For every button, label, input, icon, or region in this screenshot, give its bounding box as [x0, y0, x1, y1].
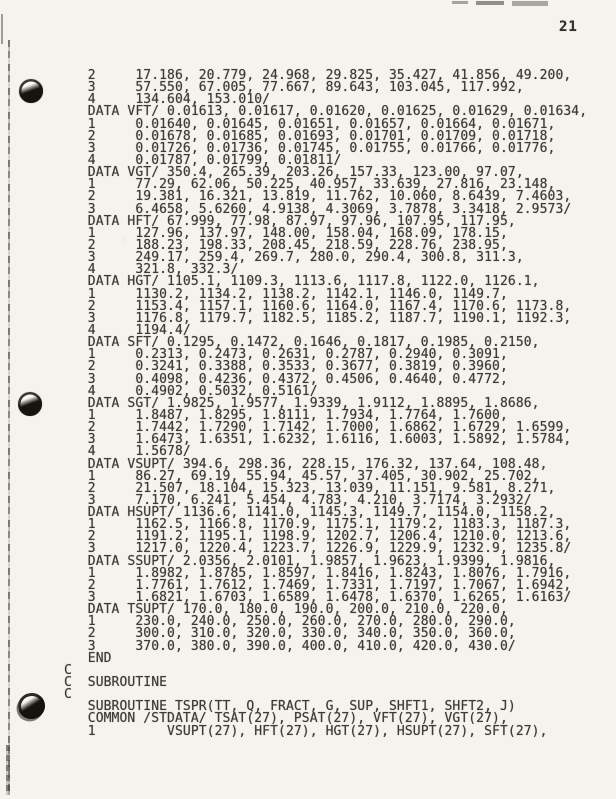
code-line: DATA HFT/ 67.999, 77.98, 87.97, 97.96, 107.95, 117.95, — [64, 213, 516, 229]
page-edge-line-bottom — [6, 745, 10, 795]
fortran-code-listing — [64, 70, 612, 738]
code-line: 4 321.8, 332.3/ — [64, 262, 239, 278]
page-edge-mark — [1, 14, 3, 44]
code-line: 2 1191.2, 1195.1, 1198.9, 1202.7, 1206.4, 1210.0, 1213.6, — [64, 529, 572, 545]
code-line: 2 188.23, 198.33, 208.45, 218.59, 228.76, 238.95, — [64, 237, 508, 253]
binder-hole-icon — [18, 392, 42, 416]
code-line: 3 1.6473, 1.6351, 1.6232, 1.6116, 1.6003, 1.5892, 1.5784, — [64, 432, 572, 448]
code-line: DATA SGT/ 1.9825, 1.9577, 1.9339, 1.9112, 1.8895, 1.8686, — [64, 395, 540, 411]
scan-artifact-mark — [452, 1, 468, 4]
scan-artifact-mark — [476, 1, 504, 5]
code-line: 3 1176.8, 1179.7, 1182.5, 1185.2, 1187.7, 1190.1, 1192.3, — [64, 310, 572, 326]
code-line: 1 VSUPT(27), HFT(27), HGT(27), HSUPT(27), SFT(27), — [64, 723, 548, 739]
code-line: 2 300.0, 310.0, 320.0, 330.0, 340.0, 350.0, 360.0, — [64, 626, 516, 642]
page-number: 21 — [559, 19, 578, 35]
code-line: END — [64, 650, 112, 666]
code-line: 2 0.3241, 0.3388, 0.3533, 0.3677, 0.3819, 0.3960, — [64, 359, 508, 375]
code-line: 4 0.01787, 0.01799, 0.01811/ — [64, 152, 342, 168]
code-line: 3 7.170, 6.241, 5.454, 4.783, 4.210, 3.7174, 3.2932/ — [64, 492, 532, 508]
code-line: 2 1.7442, 1.7290, 1.7142, 1.7000, 1.6862, 1.6729, 1.6599, — [64, 420, 572, 436]
code-line: 1 1130.2, 1134.2, 1138.2, 1142.1, 1146.0, 1149.7, — [64, 286, 508, 302]
code-line: DATA HSUPT/ 1136.6, 1141.0, 1145.3, 1149.7, 1154.0, 1158.2, — [64, 505, 556, 521]
code-line: 2 1153.4, 1157.1, 1160.6, 1164.0, 1167.4, 1170.6, 1173.8, — [64, 298, 572, 314]
binder-hole-icon — [16, 690, 48, 721]
code-line: DATA VSUPT/ 394.6, 298.36, 228.15, 176.32, 137.64, 108.48, — [64, 456, 548, 472]
binder-hole-icon — [19, 79, 43, 103]
code-line: 4 1194.4/ — [64, 322, 191, 338]
code-line: DATA SSUPT/ 2.0356, 2.0101, 1.9857, 1.9623, 1.9399, 1.9816, — [64, 553, 556, 569]
code-line: 3 6.4658, 5.6260, 4.9138, 4.3069, 3.7878, 3.3418, 2.9573/ — [64, 201, 572, 217]
code-line: 2 0.01678, 0.01685, 0.01693, 0.01701, 0.01709, 0.01718, — [64, 128, 556, 144]
code-line: 1 77.29, 62.06, 50.225, 40.957, 33.639, 27.816, 23.148, — [64, 177, 556, 193]
code-line: C — [64, 687, 72, 703]
code-line: 3 370.0, 380.0, 390.0, 400.0, 410.0, 420.0, 430.0/ — [64, 638, 516, 654]
code-line: 1 127.96, 137.97, 148.00, 158.04, 168.09, 178.15, — [64, 225, 508, 241]
code-line: 1 0.2313, 0.2473, 0.2631, 0.2787, 0.2940, 0.3091, — [64, 347, 508, 363]
code-line: C — [64, 662, 72, 678]
code-line: 1 1162.5, 1166.8, 1170.9, 1175.1, 1179.2, 1183.3, 1187.3, — [64, 517, 572, 533]
code-line: DATA HGT/ 1105.1, 1109.3, 1113.6, 1117.8, 1122.0, 1126.1, — [64, 274, 540, 290]
code-line: SUBROUTINE TSPR(TT, Q, FRACT, G, SUP, SHFT1, SHFT2, J) — [64, 699, 516, 715]
code-line: 1 0.01640, 0.01645, 0.01651, 0.01657, 0.01664, 0.01671, — [64, 116, 556, 132]
code-line: 1 230.0, 240.0, 250.0, 260.0, 270.0, 280.0, 290.0, — [64, 614, 516, 630]
code-line: DATA TSUPT/ 170.0, 180.0, 190.0, 200.0, 210.0, 220.0, — [64, 602, 508, 618]
code-line: DATA VFT/ 0.01613, 0.01617, 0.01620, 0.01625, 0.01629, 0.01634, — [64, 104, 588, 120]
code-line: 3 0.4098, 0.4236, 0.4372, 0.4506, 0.4640, 0.4772, — [64, 371, 508, 387]
code-line: 4 0.4902, 0.5032, 0.5161/ — [64, 383, 318, 399]
code-line: 2 21.507, 18.104, 15.323, 13.039, 11.151, 9.581, 8.271, — [64, 480, 556, 496]
code-line: 3 57.550, 67.005, 77.667, 89.643, 103.045, 117.992, — [64, 80, 524, 96]
code-line: 4 134.604, 153.010/ — [64, 92, 271, 108]
code-line: 1 1.8982, 1.8785, 1.8597, 1.8416, 1.8243, 1.8076, 1.7916, — [64, 565, 572, 581]
code-line: 1 86.27, 69.19, 55.94, 45.57, 37.405, 30.902, 25.702, — [64, 468, 540, 484]
code-line: 3 0.01726, 0.01736, 0.01745, 0.01755, 0.01766, 0.01776, — [64, 140, 556, 156]
code-line: 2 17.186, 20.779, 24.968, 29.825, 35.427, 41.856, 49.200, — [64, 68, 572, 83]
code-line: 3 1.6821, 1.6703, 1.6589, 1.6478, 1.6370, 1.6265, 1.6163/ — [64, 590, 572, 606]
code-line: 4 1.5678/ — [64, 444, 191, 460]
page-edge-line — [8, 40, 10, 795]
code-line: 2 19.381, 16.321, 13.819, 11.762, 10.060, 8.6439, 7.4603, — [64, 189, 572, 205]
code-line: DATA VGT/ 350.4, 265.39, 203.26, 157.33, 123.00, 97.07, — [64, 165, 524, 181]
code-line: 3 1217.0, 1220.4, 1223.7, 1226.9, 1229.9, 1232.9, 1235.8/ — [64, 541, 572, 557]
code-line: 2 1.7761, 1.7612, 1.7469, 1.7331, 1.7197, 1.7067, 1.6942, — [64, 577, 572, 593]
scan-artifact-mark — [512, 1, 548, 6]
code-line: C SUBROUTINE — [64, 675, 168, 691]
code-line: 3 249.17, 259.4, 269.7, 280.0, 290.4, 300.8, 311.3, — [64, 250, 524, 266]
code-line: COMMON /STDATA/ TSAT(27), PSAT(27), VFT(27), VGT(27), — [64, 711, 508, 727]
code-line: DATA SFT/ 0.1295, 0.1472, 0.1646, 0.1817, 0.1985, 0.2150, — [64, 335, 540, 351]
code-line: 1 1.8487, 1.8295, 1.8111, 1.7934, 1.7764, 1.7600, — [64, 407, 508, 423]
